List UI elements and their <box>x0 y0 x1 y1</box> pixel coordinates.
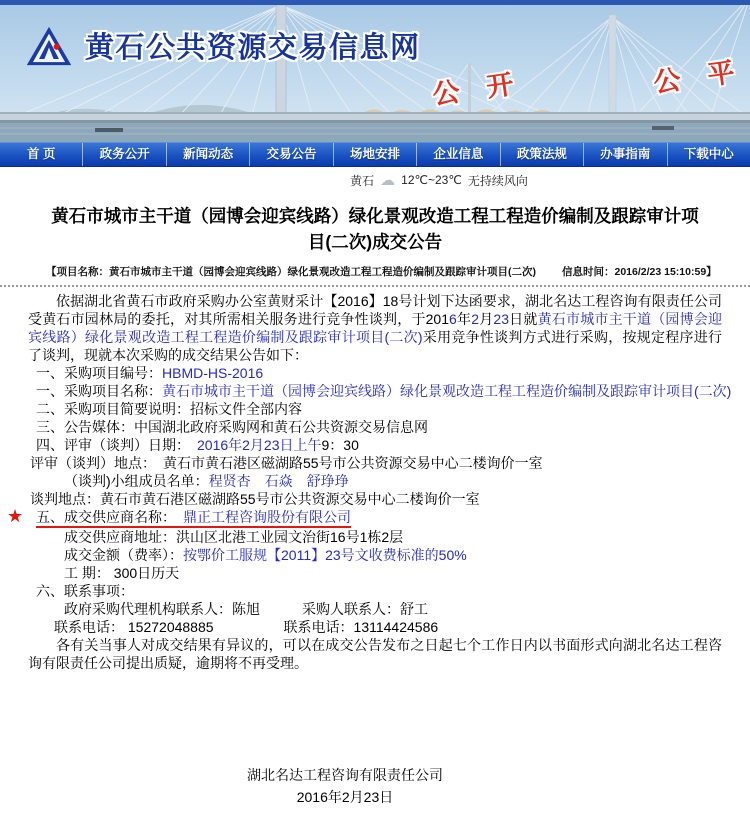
text-segment: 谈判地点：黄石市黄石港区磁湖路55号市公共资源交易中心二楼询价一室 <box>30 491 480 507</box>
highlighted-text: HBMD-HS-2016 <box>162 365 264 381</box>
text-segment: 五、成交供应商名称： <box>36 509 183 525</box>
highlighted-text: 鼎正工程咨询股份有限公司 <box>183 509 351 525</box>
main-nav <box>0 142 750 167</box>
meta-info-time: 信息时间：2016/2/23 15:10:59】 <box>562 266 717 278</box>
body-line-1 <box>28 292 722 364</box>
body-line-7 <box>0 454 750 472</box>
stamp-gongkai: 公 开 <box>430 67 525 112</box>
header-banner <box>0 5 750 142</box>
body-line-10 <box>0 508 750 528</box>
text-segment: 日就 <box>508 311 538 327</box>
weather-city: 黄石 <box>350 173 375 188</box>
announcement-body <box>0 292 750 672</box>
nav-item-6[interactable]: 企业信息 <box>417 143 500 166</box>
body-line-8 <box>0 472 750 490</box>
body-line-13 <box>0 564 750 582</box>
page-title: 黄石市城市主干道（园博会迎宾线路）绿化景观改造工程工程造价编制及跟踪审计项目(二次)成交公告 <box>51 206 699 252</box>
cloud-icon: ☁ <box>380 171 396 189</box>
highlighted-text: 黄石市城市主干道（园博会迎宾线路）绿化景观改造工程工程造价编制及跟踪审计项目(二次) <box>28 311 723 345</box>
text-segment: 月 <box>479 311 494 327</box>
text-segment: 一、采购项目名称： <box>36 383 162 399</box>
highlighted-text: 2 <box>471 311 479 327</box>
text-segment: 年 <box>456 311 472 327</box>
nav-item-9[interactable]: 下载中心 <box>683 147 734 161</box>
nav-item-7[interactable]: 政策法规 <box>501 143 584 166</box>
body-line-6 <box>0 436 750 454</box>
nav-item-8[interactable]: 办事指南 <box>584 143 667 166</box>
body-line-17 <box>28 636 722 672</box>
body-line-14 <box>0 582 750 600</box>
text-segment: 9：30 <box>321 437 359 453</box>
body-line-3 <box>0 382 750 400</box>
body-line-2 <box>0 364 750 382</box>
text-segment: 六、联系事项： <box>36 583 134 599</box>
weather-bar <box>0 170 750 190</box>
text-segment: 一、采购项目编号： <box>36 365 162 381</box>
text-segment: 评审（谈判）地点： 黄石市黄石港区磁湖路55号市公共资源交易中心二楼询价一室 <box>30 455 543 471</box>
body-line-15 <box>0 600 750 618</box>
highlighted-text: 23 <box>493 311 509 327</box>
site-title: 黄石公共资源交易信息网 <box>85 32 421 64</box>
weather-range: 12℃~23℃ <box>401 173 462 187</box>
footer-company: 湖北名达工程咨询有限责任公司 <box>247 767 443 783</box>
body-line-16 <box>0 618 750 636</box>
text-segment: 采用竞争性谈判方式进行采购，按规定程序进行了谈判，现就本次采购的成交结果公告如下： <box>28 329 723 363</box>
text-segment: 依据湖北省黄石市政府采购办公室黄财采计【2016】18号计划下达函要求，湖北名达工程咨询有限责任公司受黄石市园林局的委托，对其所需相关服务进行竞争性谈判，于201 <box>28 293 722 327</box>
text-segment: 三、公告媒体：中国湖北政府采购网和黄石公共资源交易信息网 <box>36 419 428 435</box>
meta-project-name: 【项目名称：黄石市城市主干道（园博会迎宾线路）绿化景观改造工程工程造价编制及跟踪审计项目(二次) <box>46 266 536 278</box>
text-segment: 政府采购代理机构联系人：陈旭 采购人联系人：舒工 <box>64 601 428 617</box>
text-segment: 联系电话： 15272048885 联系电话：13114424586 <box>54 619 439 635</box>
stamp-gongping: 公 平 <box>651 55 746 100</box>
site-logo[interactable] <box>26 25 421 66</box>
nav-item-1[interactable]: 首 页 <box>0 143 83 166</box>
body-line-5 <box>0 418 750 436</box>
highlighted-text: 黄石市城市主干道（园博会迎宾线路）绿化景观改造工程工程造价编制及跟踪审计项目(二次) <box>162 383 732 399</box>
text-segment: 四、评审（谈判）日期： <box>36 437 197 453</box>
body-line-11 <box>0 528 750 546</box>
weather-wind: 无持续风向 <box>467 173 528 188</box>
red-underline <box>36 508 351 528</box>
text-segment: 成交供应商地址：洪山区北港工业园文治街16号1栋2层 <box>64 529 404 545</box>
star-icon: ★ <box>7 506 24 526</box>
text-segment: 工 期： 300日历天 <box>64 565 180 581</box>
highlighted-text: 按鄂价工服规【2011】23号文收费标准的50% <box>183 547 467 563</box>
highlighted-text: 程贤杏 石焱 舒琤琤 <box>208 473 349 489</box>
highlighted-text: 2016年2月23日上午 <box>197 437 322 453</box>
nav-item-4[interactable]: 交易公告 <box>250 143 333 166</box>
body-line-12 <box>0 546 750 564</box>
nav-item-2[interactable]: 政务公开 <box>83 143 166 166</box>
footer-date: 2016年2月23日 <box>296 789 394 805</box>
footer-signature <box>0 764 720 808</box>
dotted-divider <box>0 285 750 287</box>
text-segment: 成交金额（费率）： <box>64 547 183 563</box>
nav-item-3[interactable]: 新闻动态 <box>167 143 250 166</box>
highlighted-text: 6 <box>449 311 457 327</box>
text-segment: （谈判)小组成员名单： <box>64 473 209 489</box>
text-segment: 二、采购项目简要说明：招标文件全部内容 <box>36 401 302 417</box>
body-line-9 <box>0 490 750 508</box>
site-logo-icon <box>26 26 72 66</box>
article-meta-bar <box>0 264 750 279</box>
body-line-4 <box>0 400 750 418</box>
text-segment: 各有关当事人对成交结果有异议的，可以在成交公告发布之日起七个工作日内以书面形式向湖北名达工程咨询有限责任公司提出质疑，逾期将不再受理。 <box>28 637 722 671</box>
nav-item-5[interactable]: 场地安排 <box>334 143 417 166</box>
